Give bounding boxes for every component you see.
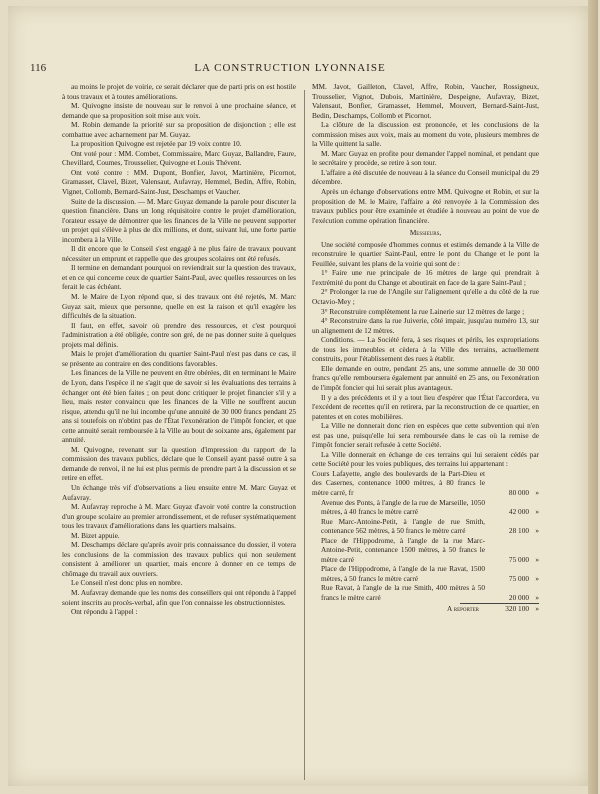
paragraph: 4° Reconstruire dans la rue Juiverie, côté impair, jusqu'au numéro 13, sur un alignement de 12 mètres. xyxy=(312,316,539,335)
total-amount: 320 100 xyxy=(505,603,529,613)
land-item-row xyxy=(312,517,539,536)
paragraph: Il y a des précédents et il y a tout lieu d'espérer que l'État l'accordera, vu l'excédent de recettes qu'il en retirera, par la reconstruction de ce quartier, en patentes et en cotes mobilières. xyxy=(312,392,539,421)
land-item-label: Avenue des Ponts, à l'angle de la rue de Marseille, 1050 mètres, à 40 francs le mètre carré xyxy=(321,497,485,517)
paragraph: Elle demande en outre, pendant 25 ans, une somme annuelle de 30 000 francs qu'elle remboursera également par annuité en 25 ans, ou l'exonération de l'impôt foncier qui lui serait plus avantageux. xyxy=(312,363,539,392)
land-item-row xyxy=(312,536,539,565)
paragraph: Il dit encore que le Conseil s'est engagé à ne plus faire de travaux pouvant nécessiter un emprunt et rappelle que des groupes scolaires ont été refusés. xyxy=(62,244,296,263)
paragraph: Suite de la discussion. — M. Marc Guyaz demande la parole pour discuter la question financière. Dans un long réquisitoire contre le projet d'amélioration, l'orateur essaye de démontrer que les finances de la Ville ne peuvent supporter un projet qui s'élève à plus de dix millions, et dont, suivant lui, une forte partie incombera à la Ville. xyxy=(62,196,296,244)
land-intro-row xyxy=(312,469,539,498)
land-item-row xyxy=(312,498,539,517)
paragraph: Mais le projet d'amélioration du quartier Saint-Paul n'est pas dans ce cas, il se présente au contraire en des conditions favorables. xyxy=(62,349,296,368)
paragraph: M. Aufavray demande que les noms des conseillers qui ont répondu à l'appel soient inscrits au procès-verbal, afin que l'on connaisse les obstructionnistes. xyxy=(62,587,296,607)
paragraph: La Ville donnerait en échange de ces terrains qui lui seraient cédés par cette Société pour les voies publiques, des terrains lui appartenant : xyxy=(312,449,539,469)
land-item-amount: 75 000 xyxy=(508,554,529,564)
paragraph: M. Robin demande la priorité sur sa proposition de disjonction ; elle est combattue avec acharnement par M. Guyaz. xyxy=(62,120,296,139)
paragraph: La clôture de la discussion est prononcée, et les conclusions de la commission mises aux voix, mais au moment du vote, plusieurs membres de la Ville quittent la salle. xyxy=(312,120,539,149)
land-item-label: Rue Marc-Antoine-Petit, à l'angle de rue Smith, contenance 562 mètres, à 50 francs le mètre carré xyxy=(321,516,485,536)
paragraph: Conditions. — La Société fera, à ses risques et périls, les expropriations de tous les immeubles et cèdera à la Ville des terrains, actuellement construits, pour l'établissement des rues à établir. xyxy=(312,335,539,364)
paragraph: Une société composée d'hommes connus et estimés demande à la Ville de reconstruire le quartier Saint-Paul, entre le pont du Change et le pont la Feuillée, suivant les plans de la voirie qui sont de : xyxy=(312,239,539,268)
currency-mark: » xyxy=(535,603,539,613)
paragraph: L'affaire a été discutée de nouveau à la séance du Conseil municipal du 29 décembre. xyxy=(312,167,539,187)
paragraph: La Ville ne donnerait donc rien en espèces que cette subvention qui n'en est pas une, puisqu'elle lui sera remboursée dans le cas où la remise de l'impôt foncier serait refusée à cette Société. xyxy=(312,421,539,450)
paragraph: Ont répondu à l'appel : xyxy=(71,607,138,617)
paragraph: Il termine en demandant pourquoi on reviendrait sur la question des travaux, et en ce qui concerne ceux de quartier Saint-Paul, avec quelles ressources on les ferait le cas échéant. xyxy=(62,263,296,292)
paragraph: M. Quivogne, revenant sur la question d'impression du rapport de la commission des travaux publics, déclare que le Conseil ayant passé outre à sa demande de renvoi, il ne lui est plus permis de prendre part à la discussion et se retire en effet. xyxy=(62,444,296,483)
paragraph: 3° Reconstruire complètement la rue Lainerie sur 12 mètres de large ; xyxy=(321,306,525,316)
land-list xyxy=(312,469,539,613)
land-item-label: Place de l'Hippodrome, à l'angle de la rue Marc-Antoine-Petit, contenance 1500 mètres, à 50 francs le mètre carré xyxy=(321,535,485,564)
currency-mark: » xyxy=(535,573,539,583)
land-item-label: Place de l'Hippodrome, à l'angle de la rue Ravat, 1500 mètres, à 50 francs le mètre carré xyxy=(321,564,485,583)
right-column-top xyxy=(312,82,539,225)
paragraph: Ont voté pour : MM. Combet, Commissaire, Marc Guyaz, Ballandre, Faure, Chevillard, Coumes, Trousselier, Quivogne et Louis Thévent. xyxy=(62,148,296,168)
paragraph: La proposition Quivogne est rejetée par 19 voix contre 10. xyxy=(71,139,242,149)
paragraph: Les finances de la Ville ne peuvent en être obérées, dit en terminant le Maire de Lyon, dans l'espèce il ne s'agit que de savoir si les évaluations des terrains à échanger ont été bien faites ; on peut donc critiquer le projet financier s'il y a lieu, mais rester convaincu que les finances de la Ville ne souffrent aucun risque, attendu qu'il ne lui incombe qu'une annuité de 30 000 francs pendant 25 ans si toutefois on n'obtint pas de l'État l'exonération de l'impôt foncier, et que cette annuité serait remboursée à la Ville au bout de soixante ans, également par annuité. xyxy=(62,368,296,445)
column-rule xyxy=(304,90,305,780)
land-items xyxy=(312,498,539,603)
paragraph: Après un échange d'observations entre MM. Quivogne et Robin, et sur la proposition de M. le Maire, l'affaire a été renvoyée à la Commission des travaux publics pour être examinée et étudiée à nouveau au point de vue de l'exécution comme opération financière. xyxy=(312,187,539,225)
right-column-middle xyxy=(312,240,539,469)
total-row xyxy=(312,604,539,614)
paragraph: M. Marc Guyaz en profite pour demander l'appel nominal, et pendant que le secrétaire y procède, se retire à son tour. xyxy=(312,148,539,168)
currency-mark: » xyxy=(535,554,539,564)
currency-mark: » xyxy=(535,592,539,602)
paragraph: Un échange très vif d'observations a lieu ensuite entre M. Marc Guyaz et Aufavray. xyxy=(62,482,296,502)
land-item-amount: 75 000 xyxy=(508,573,529,583)
page-number: 116 xyxy=(30,62,47,74)
paragraph: M. Quivogne insiste de nouveau sur le renvoi à une prochaine séance, et demande que sa proposition soit mise aux voix. xyxy=(62,101,296,120)
total-label: A reporter xyxy=(447,603,479,613)
land-item-row xyxy=(312,583,539,602)
currency-mark: » xyxy=(535,526,539,536)
currency-mark: » xyxy=(535,487,539,497)
land-item-label: Rue Ravat, à l'angle de la rue Smith, 400 mètres à 50 francs le mètre carré xyxy=(321,583,485,602)
running-title: LA CONSTRUCTION LYONNAISE xyxy=(194,62,386,74)
paragraph: M. le Maire de Lyon répond que, si des travaux ont été rejetés, M. Marc Guyaz sait, mieux que personne, quelle en est la raison et qu'il exagère les difficultés de la situation. xyxy=(62,292,296,321)
left-column xyxy=(62,82,296,617)
paragraph: M. Deschamps déclare qu'après avoir pris connaissance du dossier, il votera les conclusions de la commission des travaux publics qui non seulement consistent à améliorer un quartier, mais encore à donner en ce temps de chômage du travail aux ouvriers. xyxy=(62,540,296,578)
salutation: Messieurs, xyxy=(409,228,442,238)
currency-mark: » xyxy=(535,507,539,517)
right-column xyxy=(312,82,539,613)
page-edge xyxy=(588,0,598,794)
land-item-amount: 28 100 xyxy=(508,526,529,536)
land-item-row xyxy=(312,564,539,583)
land-intro-label: Cours Lafayette, angle des boulevards de la Part-Dieu et des Casernes, contenance 1000 mètres, à 80 francs le mètre carré, fr xyxy=(312,468,485,497)
paragraph: au moins le projet de voirie, ce serait déclarer que de parti pris on est hostile à tous travaux et à toutes améliorations. xyxy=(62,82,296,101)
land-item-amount: 20 000 xyxy=(508,592,529,602)
paragraph: Ont voté contre : MM. Dupont, Bonfier, Javot, Martinière, Picornot, Gramasset, Clavel, Bizet, Valensaut, Aufavray, Hemmel, Bedin, Affre, Robin, Vignet, Collomb, Bernard-Saint-Just, Deschamps et Vaucher. xyxy=(62,167,296,197)
paragraph: 2° Prolonger la rue de l'Angile sur l'alignement qu'elle a du côté de la rue Octavio-Mey ; xyxy=(312,287,539,307)
land-item-amount: 42 000 xyxy=(508,507,529,517)
paragraph: M. Bizet appuie. xyxy=(71,530,120,540)
land-intro-amount: 80 000 xyxy=(508,487,529,497)
page-header xyxy=(30,62,550,76)
paragraph: Le Conseil n'est donc plus en nombre. xyxy=(71,578,183,588)
paragraph: M. Aufavray reproche à M. Marc Guyaz d'avoir voté contre la construction d'un groupe scolaire au premier arrondissement, et de refuser systématiquement tous les travaux d'améliorations dans les quartiers malsains. xyxy=(62,502,296,531)
paragraph: 1° Faire une rue principale de 16 mètres de large qui prendrait à l'extrémité du pont du Change et aboutirait en face de la gare Saint-Paul ; xyxy=(312,268,539,287)
paragraph: MM. Javot, Gailleton, Clavel, Affre, Robin, Vaucher, Rossigneux, Trousselier, Vignot, Dubois, Martinière, Despeigne, Aufavray, Bizet, Valensaut, Bonfier, Gramasset, Hemmel, Mouvert, Bernard-Saint-Just, Bedin, Deschamps, Collomb et Picornot. xyxy=(312,82,539,120)
paragraph: Il faut, en effet, savoir où prendre des ressources, et c'est pourquoi l'administration a été obligée, contre son gré, de ne pas donner suite à quelques projets mal définis. xyxy=(62,320,296,349)
